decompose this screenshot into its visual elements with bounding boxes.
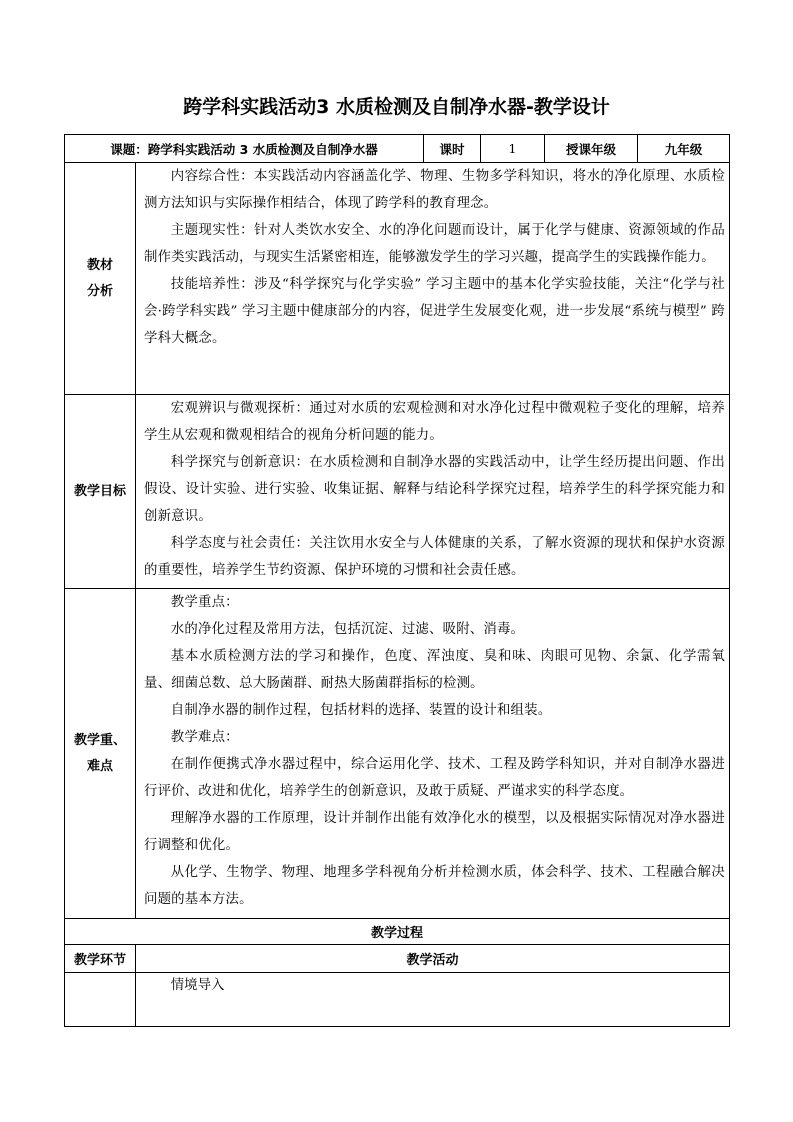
goal-paragraph: 宏观辨识与微观探析：通过对水质的宏观检测和对水净化过程中微观粒子变化的理解，培养学生从宏观和微观相结合的视角分析问题的能力。 <box>144 401 725 443</box>
textbook-analysis-content <box>136 163 730 395</box>
key-point-paragraph: 基本水质检测方法的学习和操作，色度、浑浊度、臭和味、肉眼可见物、余氯、化学需氧量、细菌总数、总大肠菌群、耐热大肠菌群指标的检测。 <box>144 649 725 691</box>
key-points-row <box>65 589 730 919</box>
teaching-goals-content <box>136 395 730 589</box>
textbook-analysis-label <box>65 163 136 395</box>
goal-paragraph: 科学探究与创新意识：在水质检测和自制净水器的实践活动中，让学生经历提出问题、作出假设、设计实验、进行实验、收集证据、解释与结论科学探究过程，培养学生的科学探究能力和创新意识。 <box>144 455 725 524</box>
grade-label: 授课年级 <box>545 135 638 163</box>
grade-value: 九年级 <box>638 135 730 163</box>
textbook-analysis-row <box>65 163 730 395</box>
process-title-row <box>65 919 730 945</box>
goal-paragraph: 科学态度与社会责任：关注饮用水安全与人体健康的关系，了解水资源的现状和保护水资源的重要性，培养学生节约资源、保护环境的习惯和社会责任感。 <box>144 536 725 578</box>
analysis-paragraph: 内容综合性：本实践活动内容涵盖化学、物理、生物多学科知识，将水的净化原理、水质检测方法知识与实际操作相结合，体现了跨学科的教育理念。 <box>144 169 725 211</box>
key-points-label-line2: 难点 <box>86 758 113 774</box>
key-point-paragraph: 理解净水器的工作原理，设计并制作出能有效净化水的模型，以及根据实际情况对净水器进行调整和优化。 <box>144 811 725 853</box>
key-point-paragraph: 水的净化过程及常用方法，包括沉淀、过滤、吸附、消毒。 <box>170 622 525 637</box>
stage-cell <box>65 973 136 1027</box>
key-point-paragraph: 教学重点： <box>170 595 239 610</box>
key-point-paragraph: 从化学、生物学、物理、地理多学科视角分析并检测水质，体会科学、技术、工程融合解决问题的基本方法。 <box>144 865 725 907</box>
teaching-goals-label: 教学目标 <box>65 395 136 589</box>
key-point-paragraph: 自制净水器的制作过程，包括材料的选择、装置的设计和组装。 <box>170 703 552 718</box>
textbook-analysis-label-line1: 教材 <box>86 257 113 273</box>
key-points-label-line1: 教学重、 <box>73 732 126 748</box>
hours-value: 1 <box>481 135 545 163</box>
teaching-goals-row <box>65 395 730 589</box>
activity-text: 情境导入 <box>170 978 225 993</box>
process-row <box>65 973 730 1027</box>
key-points-label <box>65 589 136 919</box>
activity-column-header: 教学活动 <box>136 945 730 973</box>
activity-cell <box>136 973 730 1027</box>
process-title: 教学过程 <box>65 919 730 945</box>
textbook-analysis-label-line2: 分析 <box>86 283 113 299</box>
stage-column-header: 教学环节 <box>65 945 136 973</box>
process-header-row <box>65 945 730 973</box>
lesson-plan-table <box>64 134 730 1027</box>
header-row <box>65 135 730 163</box>
document-title: 跨学科实践活动3 水质检测及自制净水器-教学设计 <box>183 96 610 118</box>
topic-cell: 课题：跨学科实践活动 3 水质检测及自制净水器 <box>65 135 424 163</box>
key-point-paragraph: 教学难点： <box>170 730 239 745</box>
key-points-content <box>136 589 730 919</box>
hours-label: 课时 <box>424 135 481 163</box>
analysis-paragraph: 主题现实性：针对人类饮水安全、水的净化问题而设计，属于化学与健康、资源领域的作品制作类实践活动，与现实生活紧密相连，能够激发学生的学习兴趣，提高学生的实践操作能力。 <box>144 223 725 265</box>
analysis-paragraph: 技能培养性：涉及“科学探究与化学实验” 学习主题中的基本化学实验技能，关注“化学与社会·跨学科实践” 学习主题中健康部分的内容，促进学生发展变化观，进一步发展“系统与模型” 跨学科大概念。 <box>144 277 725 346</box>
key-point-paragraph: 在制作便携式净水器过程中，综合运用化学、技术、工程及跨学科知识，并对自制净水器进行评价、改进和优化，培养学生的创新意识，及敢于质疑、严谨求实的科学态度。 <box>144 757 725 799</box>
